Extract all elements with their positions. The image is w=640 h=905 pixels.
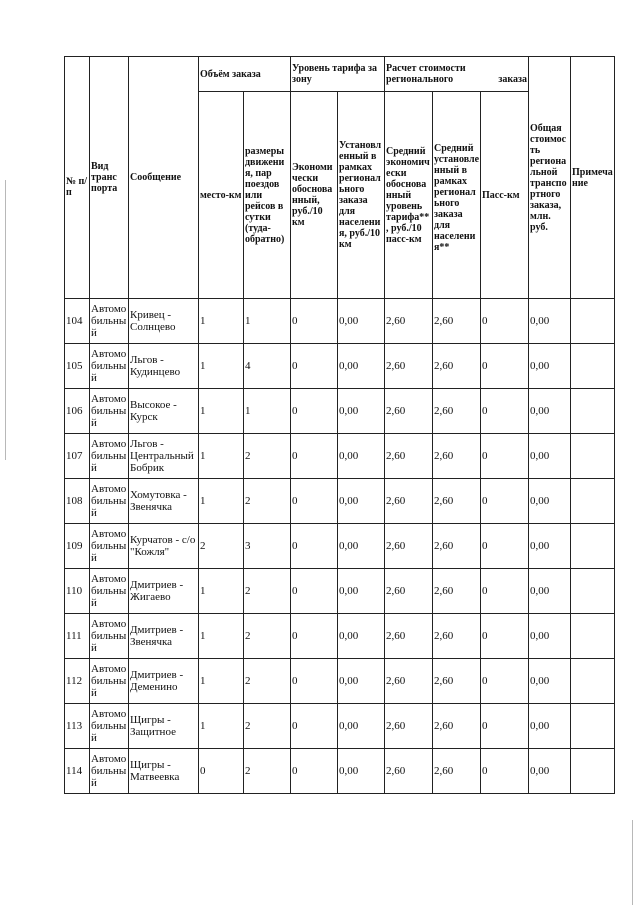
cell-avg-econ: 2,60 [385, 479, 433, 524]
header-traffic: размеры движения, пар поездов или рейсов в сутки (туда-обратно) [244, 92, 291, 299]
route-text: Льгов - Кудинцево [130, 354, 181, 378]
cell-transport: Автомобильный [90, 659, 129, 704]
cell-avg-est: 2,60 [433, 614, 481, 659]
header-calc: Расчет стоимости регионального заказа [385, 57, 529, 92]
cell-avg-est: 2,60 [433, 749, 481, 794]
cell-econ: 0 [291, 749, 338, 794]
cell-note [571, 704, 615, 749]
table-header [65, 57, 615, 299]
cell-num: 111 [65, 614, 90, 659]
cell-avg-est: 2,60 [433, 479, 481, 524]
cell-avg-est: 2,60 [433, 344, 481, 389]
cell-total: 0,00 [529, 299, 571, 344]
cell-econ: 0 [291, 479, 338, 524]
cell-traffic: 2 [244, 434, 291, 479]
cell-avg-econ: 2,60 [385, 614, 433, 659]
cell-econ: 0 [291, 704, 338, 749]
cell-traffic: 4 [244, 344, 291, 389]
cell-total: 0,00 [529, 479, 571, 524]
cell-total: 0,00 [529, 344, 571, 389]
cell-route [129, 344, 199, 389]
cell-established: 0,00 [338, 479, 385, 524]
cell-transport: Автомобильный [90, 569, 129, 614]
header-transport: Вид транс порта [90, 57, 129, 299]
cell-place-km: 1 [199, 569, 244, 614]
cell-place-km: 2 [199, 524, 244, 569]
cell-avg-econ: 2,60 [385, 569, 433, 614]
cell-num: 114 [65, 749, 90, 794]
cell-note [571, 569, 615, 614]
cell-traffic: 1 [244, 389, 291, 434]
cell-transport: Автомобильный [90, 299, 129, 344]
table-row [65, 704, 615, 749]
cell-avg-econ: 2,60 [385, 659, 433, 704]
route-text: Кривец - Солнцево [130, 309, 176, 333]
table-row [65, 524, 615, 569]
cell-total: 0,00 [529, 434, 571, 479]
scan-margin-line [5, 180, 6, 460]
cell-route [129, 614, 199, 659]
cell-avg-econ: 2,60 [385, 299, 433, 344]
cell-route [129, 389, 199, 434]
table-body [65, 299, 615, 794]
cell-established: 0,00 [338, 659, 385, 704]
table-row [65, 614, 615, 659]
route-text: Высокое - Курск [130, 399, 177, 423]
cell-total: 0,00 [529, 614, 571, 659]
cell-avg-est: 2,60 [433, 704, 481, 749]
cell-place-km: 1 [199, 434, 244, 479]
cell-avg-est: 2,60 [433, 569, 481, 614]
cell-avg-est: 2,60 [433, 434, 481, 479]
cell-place-km: 1 [199, 704, 244, 749]
cell-num: 112 [65, 659, 90, 704]
cell-transport: Автомобильный [90, 344, 129, 389]
cell-total: 0,00 [529, 659, 571, 704]
table-row [65, 479, 615, 524]
cell-transport: Автомобильный [90, 614, 129, 659]
header-volume: Объём заказа [199, 57, 291, 92]
cell-econ: 0 [291, 389, 338, 434]
cell-econ: 0 [291, 434, 338, 479]
cell-route [129, 434, 199, 479]
cell-total: 0,00 [529, 524, 571, 569]
regional-order-table [64, 56, 615, 794]
cell-econ: 0 [291, 614, 338, 659]
cell-pass-km: 0 [481, 569, 529, 614]
cell-econ: 0 [291, 569, 338, 614]
route-text: Дмитриев - Звенячка [130, 624, 184, 648]
cell-established: 0,00 [338, 524, 385, 569]
cell-econ: 0 [291, 524, 338, 569]
cell-place-km: 1 [199, 344, 244, 389]
route-text: Льгов - Центральный Бобрик [130, 438, 194, 474]
cell-note [571, 614, 615, 659]
cell-avg-econ: 2,60 [385, 434, 433, 479]
cell-pass-km: 0 [481, 614, 529, 659]
cell-num: 106 [65, 389, 90, 434]
cell-avg-econ: 2,60 [385, 749, 433, 794]
cell-avg-econ: 2,60 [385, 344, 433, 389]
cell-established: 0,00 [338, 704, 385, 749]
cell-route [129, 749, 199, 794]
cell-total: 0,00 [529, 704, 571, 749]
cell-traffic: 2 [244, 614, 291, 659]
cell-note [571, 524, 615, 569]
cell-traffic: 3 [244, 524, 291, 569]
route-text: Дмитриев - Деменино [130, 669, 184, 693]
cell-place-km: 1 [199, 389, 244, 434]
cell-established: 0,00 [338, 614, 385, 659]
cell-note [571, 434, 615, 479]
cell-total: 0,00 [529, 569, 571, 614]
cell-established: 0,00 [338, 344, 385, 389]
cell-num: 108 [65, 479, 90, 524]
cell-num: 109 [65, 524, 90, 569]
route-text: Хомутовка - Звенячка [130, 489, 187, 513]
header-pass-km: Пасс-км [481, 92, 529, 299]
cell-traffic: 2 [244, 569, 291, 614]
route-text: Щигры - Защитное [130, 714, 176, 738]
header-tariff: Уровень тарифа за зону [291, 57, 385, 92]
cell-pass-km: 0 [481, 389, 529, 434]
cell-econ: 0 [291, 344, 338, 389]
cell-established: 0,00 [338, 299, 385, 344]
table-row [65, 299, 615, 344]
cell-transport: Автомобильный [90, 389, 129, 434]
cell-place-km: 0 [199, 749, 244, 794]
cell-transport: Автомобильный [90, 434, 129, 479]
cell-pass-km: 0 [481, 704, 529, 749]
table-row [65, 344, 615, 389]
cell-place-km: 1 [199, 299, 244, 344]
cell-route [129, 299, 199, 344]
header-num: № п/п [65, 57, 90, 299]
scan-edge-line [632, 820, 633, 905]
cell-num: 107 [65, 434, 90, 479]
cell-pass-km: 0 [481, 524, 529, 569]
cell-avg-econ: 2,60 [385, 524, 433, 569]
cell-total: 0,00 [529, 749, 571, 794]
cell-established: 0,00 [338, 749, 385, 794]
cell-pass-km: 0 [481, 344, 529, 389]
cell-route [129, 479, 199, 524]
cell-pass-km: 0 [481, 299, 529, 344]
cell-note [571, 659, 615, 704]
cell-avg-econ: 2,60 [385, 389, 433, 434]
cell-place-km: 1 [199, 479, 244, 524]
header-avg-est: Средний установленный в рамках регионального заказа для населения** [433, 92, 481, 299]
header-total: Общая стоимость региональной транспортного заказа, млн. руб. [529, 57, 571, 299]
cell-pass-km: 0 [481, 434, 529, 479]
header-established: Установленный в рамках регионального заказа для населения, руб./10 км [338, 92, 385, 299]
cell-traffic: 2 [244, 479, 291, 524]
cell-pass-km: 0 [481, 749, 529, 794]
cell-route [129, 659, 199, 704]
cell-avg-est: 2,60 [433, 524, 481, 569]
cell-note [571, 389, 615, 434]
cell-traffic: 2 [244, 704, 291, 749]
cell-established: 0,00 [338, 389, 385, 434]
cell-avg-est: 2,60 [433, 299, 481, 344]
header-place-km: место-км [199, 92, 244, 299]
cell-avg-econ: 2,60 [385, 704, 433, 749]
cell-route [129, 704, 199, 749]
cell-note [571, 749, 615, 794]
header-econ: Экономически обоснованный, руб./10 км [291, 92, 338, 299]
cell-route [129, 524, 199, 569]
cell-note [571, 299, 615, 344]
cell-avg-est: 2,60 [433, 659, 481, 704]
cell-route [129, 569, 199, 614]
header-note: Примечание [571, 57, 615, 299]
cell-place-km: 1 [199, 659, 244, 704]
header-route: Сообщение [129, 57, 199, 299]
cell-num: 105 [65, 344, 90, 389]
cell-econ: 0 [291, 299, 338, 344]
cell-note [571, 479, 615, 524]
header-avg-econ: Средний экономически обоснованный уровень тарифа**, руб./10 пасс-км [385, 92, 433, 299]
table-row [65, 569, 615, 614]
cell-established: 0,00 [338, 434, 385, 479]
table-row [65, 389, 615, 434]
cell-num: 104 [65, 299, 90, 344]
cell-traffic: 2 [244, 749, 291, 794]
table-row [65, 659, 615, 704]
cell-transport: Автомобильный [90, 524, 129, 569]
cell-traffic: 1 [244, 299, 291, 344]
cell-note [571, 344, 615, 389]
cell-avg-est: 2,60 [433, 389, 481, 434]
route-text: Дмитриев - Жигаево [130, 579, 184, 603]
cell-pass-km: 0 [481, 479, 529, 524]
cell-total: 0,00 [529, 389, 571, 434]
route-text: Курчатов - с/о "Кожля" [130, 534, 196, 558]
cell-num: 113 [65, 704, 90, 749]
route-text: Щигры - Матвеевка [130, 759, 180, 783]
table-row [65, 749, 615, 794]
cell-econ: 0 [291, 659, 338, 704]
cell-place-km: 1 [199, 614, 244, 659]
cell-established: 0,00 [338, 569, 385, 614]
cell-traffic: 2 [244, 659, 291, 704]
cell-transport: Автомобильный [90, 749, 129, 794]
cell-transport: Автомобильный [90, 704, 129, 749]
cell-transport: Автомобильный [90, 479, 129, 524]
table-row [65, 434, 615, 479]
cell-pass-km: 0 [481, 659, 529, 704]
cell-num: 110 [65, 569, 90, 614]
